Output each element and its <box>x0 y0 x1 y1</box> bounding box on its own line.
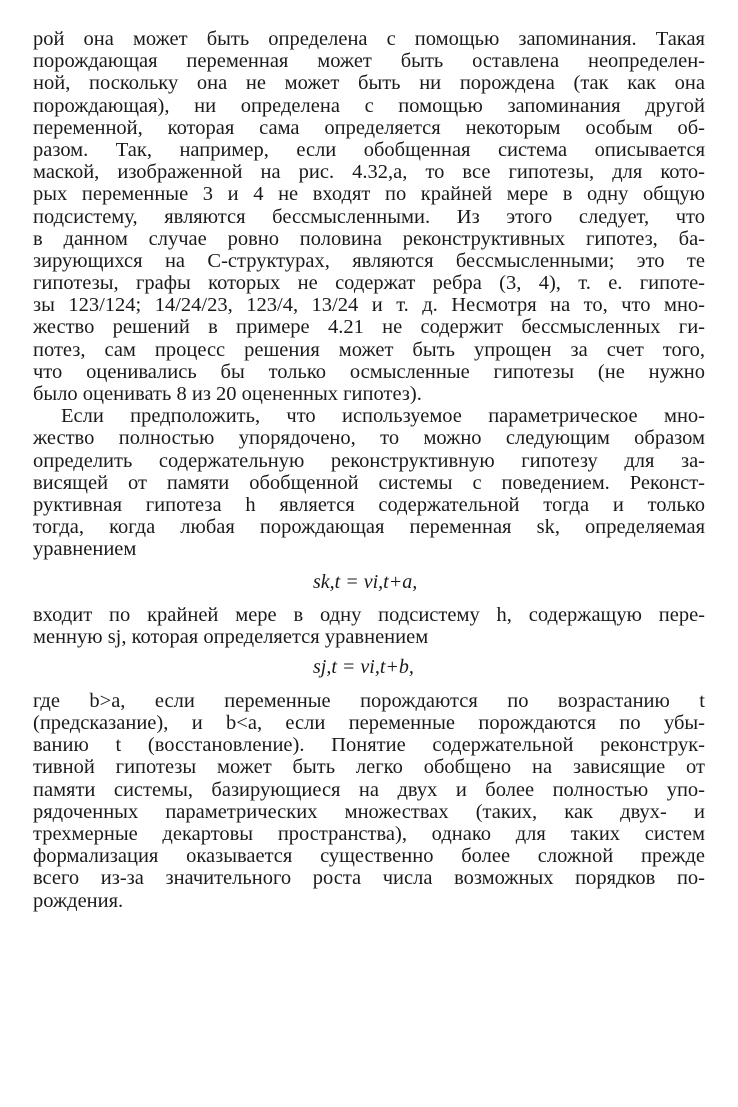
text-line: жество полностью упорядочено, то можно следующим образом <box>33 427 705 450</box>
text-line: (предсказание), и b<a, если переменные порождаются по убы- <box>33 712 705 735</box>
text-line: порождающая), ни определена с помощью запоминания другой <box>33 94 705 117</box>
text-line: уравнением <box>33 538 137 561</box>
text-line: ванию t (восстановление). Понятие содержательной реконструк- <box>33 734 705 757</box>
text-line: зирующихся на С-структурах, являются бессмысленными; это те <box>33 249 705 272</box>
text-line: руктивная гипотеза h является содержательной тогда и только <box>33 493 705 516</box>
text-line: памяти системы, базирующиеся на двух и более полностью упо- <box>33 778 705 801</box>
text-line: было оценивать 8 из 20 оцененных гипотез). <box>33 383 422 405</box>
equation-generating-variable: sk,t = vi,t+a, <box>313 570 418 593</box>
text-line: маской, изображенной на рис. 4.32,а, то все гипотезы, для кото- <box>33 161 705 184</box>
text-line: переменной, которая сама определяется некоторым особым об- <box>33 116 705 139</box>
text-line: гипотезы, графы которых не содержат ребра (3, 4), т. е. гипоте- <box>33 272 705 295</box>
text-line: тивной гипотезы может быть легко обобщено на зависящие от <box>33 756 705 779</box>
text-line: входит по крайней мере в одну подсистему h, содержащую пере- <box>33 603 705 626</box>
text-line: висящей от памяти обобщенной системы с поведением. Реконст- <box>33 471 705 494</box>
text-line: порождающая переменная может быть оставлена неопределен- <box>33 50 705 73</box>
text-line: всего из-за значительного роста числа возможных порядков по- <box>33 867 705 890</box>
text-line: рой она может быть определена с помощью запоминания. Такая <box>33 28 705 50</box>
page-text <box>33 28 705 912</box>
text-line: определить содержательную реконструктивную гипотезу для за- <box>33 449 705 472</box>
equation-defined-variable: sj,t = vi,t+b, <box>313 655 414 678</box>
text-line: где b>a, если переменные порождаются по возрастанию t <box>33 689 705 712</box>
text-line: жество решений в примере 4.21 не содержит бессмысленных ги- <box>33 316 705 339</box>
text-line: разом. Так, например, если обобщенная система описывается <box>33 138 705 161</box>
text-line: рых переменные 3 и 4 не входят по крайней мере в одну общую <box>33 183 705 206</box>
text-line: что оценивались бы только осмысленные гипотезы (не нужно <box>33 360 705 383</box>
paragraph-2 <box>33 405 705 560</box>
text-line: Если предположить, что используемое параметрическое мно- <box>61 405 705 428</box>
text-line: формализация оказывается существенно более сложной прежде <box>33 845 705 868</box>
text-line: зы 123/124; 14/24/23, 123/4, 13/24 и т. д. Несмотря на то, что мно- <box>33 294 705 317</box>
text-line: тогда, когда любая порождающая переменная sk, определяемая <box>33 516 705 539</box>
text-line: трехмерные декартовы пространства), однако для таких систем <box>33 823 705 845</box>
text-line: подсистему, являются бессмысленными. Из этого следует, что <box>33 205 705 228</box>
paragraph-1 <box>33 28 705 405</box>
text-line: ной, поскольку она не может быть ни порождена (так как она <box>33 72 705 95</box>
paragraph-4 <box>33 690 705 912</box>
text-line: рядоченных параметрических множествах (таких, как двух- и <box>33 800 705 823</box>
paragraph-3 <box>33 604 705 648</box>
text-line: в данном случае ровно половина реконструктивных гипотез, ба- <box>33 227 705 250</box>
text-line: потез, сам процесс решения может быть упрощен за счет того, <box>33 338 705 361</box>
text-line: рождения. <box>33 889 124 912</box>
text-line: менную sj, которая определяется уравнением <box>33 625 429 648</box>
